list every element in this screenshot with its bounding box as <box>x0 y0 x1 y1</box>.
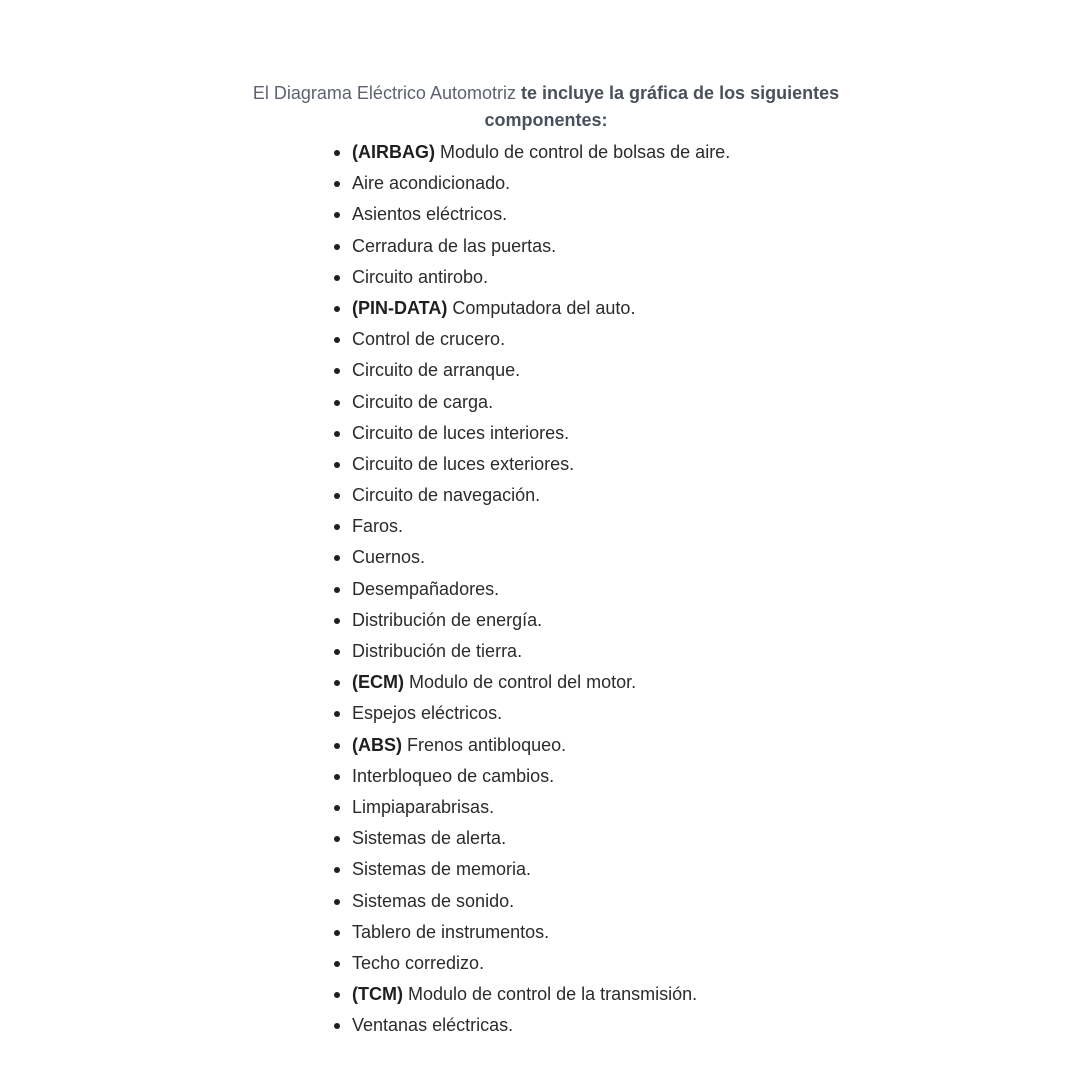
component-label: Sistemas de sonido. <box>352 890 515 911</box>
intro-paragraph <box>220 80 872 134</box>
component-list-item <box>352 886 730 917</box>
component-label: Modulo de control de la transmisión. <box>408 984 698 1005</box>
component-label: Circuito de navegación. <box>352 485 541 506</box>
component-label: Sistemas de alerta. <box>352 828 507 849</box>
component-label: Distribución de energía. <box>352 609 543 630</box>
component-list-item <box>352 324 730 355</box>
component-list-item <box>352 1010 730 1041</box>
component-list-item <box>352 262 730 293</box>
component-list-item <box>352 917 730 948</box>
component-list-item <box>352 387 730 418</box>
component-code: (AIRBAG) <box>352 142 435 162</box>
component-label: Faros. <box>352 516 404 537</box>
component-list-item <box>352 137 730 168</box>
component-label: Interbloqueo de cambios. <box>352 765 555 786</box>
component-label: Modulo de control de bolsas de aire. <box>440 142 731 162</box>
component-list-item <box>352 823 730 854</box>
component-list-item <box>352 948 730 979</box>
component-label: Circuito de carga. <box>352 391 494 412</box>
component-code: (TCM) <box>352 984 403 1005</box>
component-list-item <box>352 355 730 386</box>
component-label: Asientos eléctricos. <box>352 204 508 225</box>
component-label: Tablero de instrumentos. <box>352 921 550 942</box>
component-label: Techo corredizo. <box>352 952 485 973</box>
component-list-item <box>352 168 730 199</box>
component-label: Circuito de luces exteriores. <box>352 453 575 474</box>
component-code: (ECM) <box>352 672 404 693</box>
component-label: Desempañadores. <box>352 578 500 599</box>
component-list-item <box>352 636 730 667</box>
component-label: Sistemas de memoria. <box>352 859 532 880</box>
component-list-item <box>352 605 730 636</box>
component-label: Cerradura de las puertas. <box>352 235 557 256</box>
component-list-item <box>352 574 730 605</box>
component-list-item <box>352 854 730 885</box>
intro-bold-text: te incluye la gráfica de los siguientes componentes: <box>484 83 840 130</box>
intro-regular-text: El Diagrama Eléctrico Automotriz <box>252 83 521 103</box>
component-label: Espejos eléctricos. <box>352 703 503 724</box>
component-list-item <box>352 761 730 792</box>
component-list-item <box>352 511 730 542</box>
component-label: Ventanas eléctricas. <box>352 1015 514 1036</box>
component-label: Limpiaparabrisas. <box>352 796 495 817</box>
components-list <box>352 137 730 1041</box>
component-code: (PIN-DATA) <box>352 297 448 318</box>
component-list-item <box>352 730 730 761</box>
component-label: Circuito antirobo. <box>352 266 489 287</box>
component-list-item <box>352 667 730 698</box>
component-list-item <box>352 698 730 729</box>
component-label: Frenos antibloqueo. <box>407 734 567 755</box>
component-list-item <box>352 979 730 1010</box>
component-list-item <box>352 792 730 823</box>
component-label: Computadora del auto. <box>452 297 636 318</box>
component-code: (ABS) <box>352 734 402 755</box>
component-label: Cuernos. <box>352 547 426 568</box>
component-label: Distribución de tierra. <box>352 641 523 661</box>
component-list-item <box>352 293 730 324</box>
component-list-item <box>352 542 730 573</box>
component-list-item <box>352 231 730 262</box>
component-label: Circuito de arranque. <box>352 360 521 381</box>
component-label: Circuito de luces interiores. <box>352 422 570 443</box>
component-label: Aire acondicionado. <box>352 173 511 194</box>
component-list-item <box>352 449 730 480</box>
component-list-item <box>352 199 730 230</box>
component-label: Control de crucero. <box>352 329 506 350</box>
component-label: Modulo de control del motor. <box>409 672 637 693</box>
component-list-item <box>352 480 730 511</box>
component-list-item <box>352 418 730 449</box>
